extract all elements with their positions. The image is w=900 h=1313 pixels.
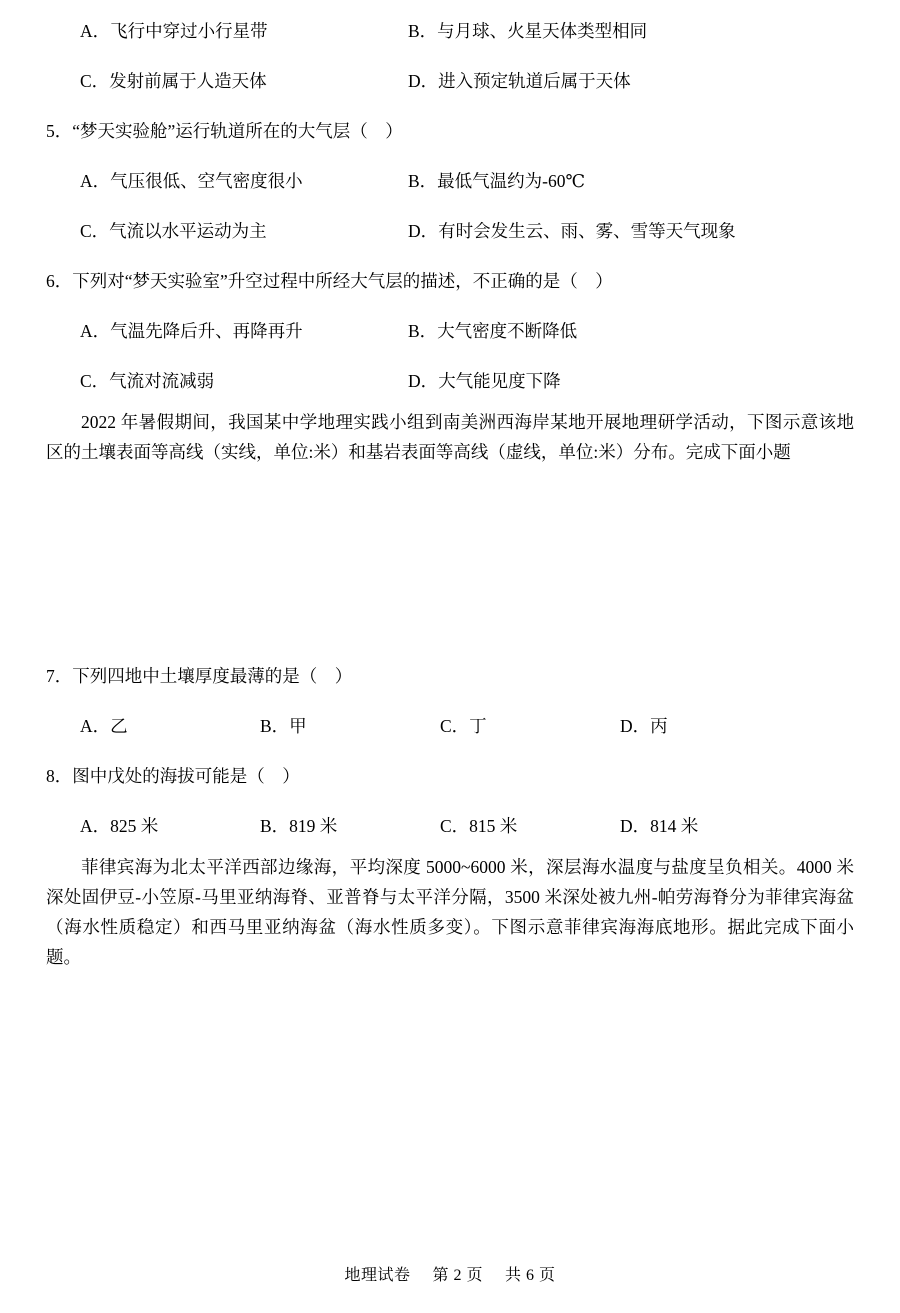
option-a: A．气压很低、空气密度很小: [80, 171, 303, 191]
figure-contour-map-placeholder: [46, 467, 854, 663]
passage-1: 2022 年暑假期间，我国某中学地理实践小组到南美洲西海岸某地开展地理研学活动，下图示意该地区的土壤表面等高线（实线，单位:米）和基岩表面等高线（虚线，单位:米）分布。完成下面小题: [46, 412, 854, 463]
question-6: [46, 268, 854, 393]
option-row: [46, 218, 854, 243]
option-row: [46, 168, 854, 193]
question-8-stem: 8．图中戊处的海拔可能是（ ）: [46, 766, 300, 787]
option-d: D．大气能见度下降: [408, 371, 561, 391]
option-b: B．甲: [260, 716, 307, 737]
option-c: C．815 米: [440, 816, 518, 837]
option-row: [46, 368, 854, 393]
option-row: [46, 68, 854, 93]
page-footer: [0, 1262, 900, 1285]
passage-2: 菲律宾海为北太平洋西部边缘海，平均深度 5000~6000 米，深层海水温度与盐度呈负相关。4000 米深处固伊豆-小笠原-马里亚纳海脊、亚普脊与太平洋分隔，3500 米深处被九州-帕劳海脊分为菲律宾海盆（海水性质稳定）和西马里亚纳海盆（海水性质多变）。下图示意菲律宾海海底地形。据此完成下面小题。: [46, 857, 854, 968]
option-c: C．发射前属于人造天体: [80, 71, 267, 91]
option-d: D．有时会发生云、雨、雾、雪等天气现象: [408, 221, 736, 241]
option-c: C．丁: [440, 716, 487, 737]
option-c: C．气流对流减弱: [80, 371, 215, 391]
question-7-stem: 7．下列四地中土壤厚度最薄的是（ ）: [46, 666, 353, 687]
question-5-stem: 5．“梦天实验舱”运行轨道所在的大气层（ ）: [46, 121, 403, 141]
option-row: [46, 318, 854, 343]
option-a: A．气温先降后升、再降再升: [80, 321, 303, 341]
option-row: [46, 713, 854, 738]
option-row: [46, 18, 854, 43]
option-c: C．气流以水平运动为主: [80, 221, 267, 241]
figure-seafloor-map-placeholder: [46, 973, 854, 1273]
option-a: A．乙: [80, 716, 128, 737]
question-8: [46, 763, 854, 838]
option-b: B．819 米: [260, 816, 338, 837]
option-d: D．进入预定轨道后属于天体: [408, 71, 631, 91]
option-d: D．814 米: [620, 816, 699, 837]
option-d: D．丙: [620, 716, 668, 737]
question-5: [46, 118, 854, 243]
option-a: A．飞行中穿过小行星带: [80, 21, 268, 41]
question-6-stem: 6．下列对“梦天实验室”升空过程中所经大气层的描述，不正确的是（ ）: [46, 271, 613, 291]
option-b: B．最低气温约为-60℃: [408, 171, 586, 191]
footer-total-pages: 共 6 页: [505, 1267, 556, 1284]
question-4-options: [46, 18, 854, 93]
footer-title: 地理试卷: [344, 1267, 411, 1284]
option-a: A．825 米: [80, 816, 159, 837]
footer-page-number: 第 2 页: [432, 1267, 483, 1284]
option-b: B．与月球、火星天体类型相同: [408, 21, 648, 41]
option-b: B．大气密度不断降低: [408, 321, 578, 341]
option-row: [46, 813, 854, 838]
question-7: [46, 663, 854, 738]
